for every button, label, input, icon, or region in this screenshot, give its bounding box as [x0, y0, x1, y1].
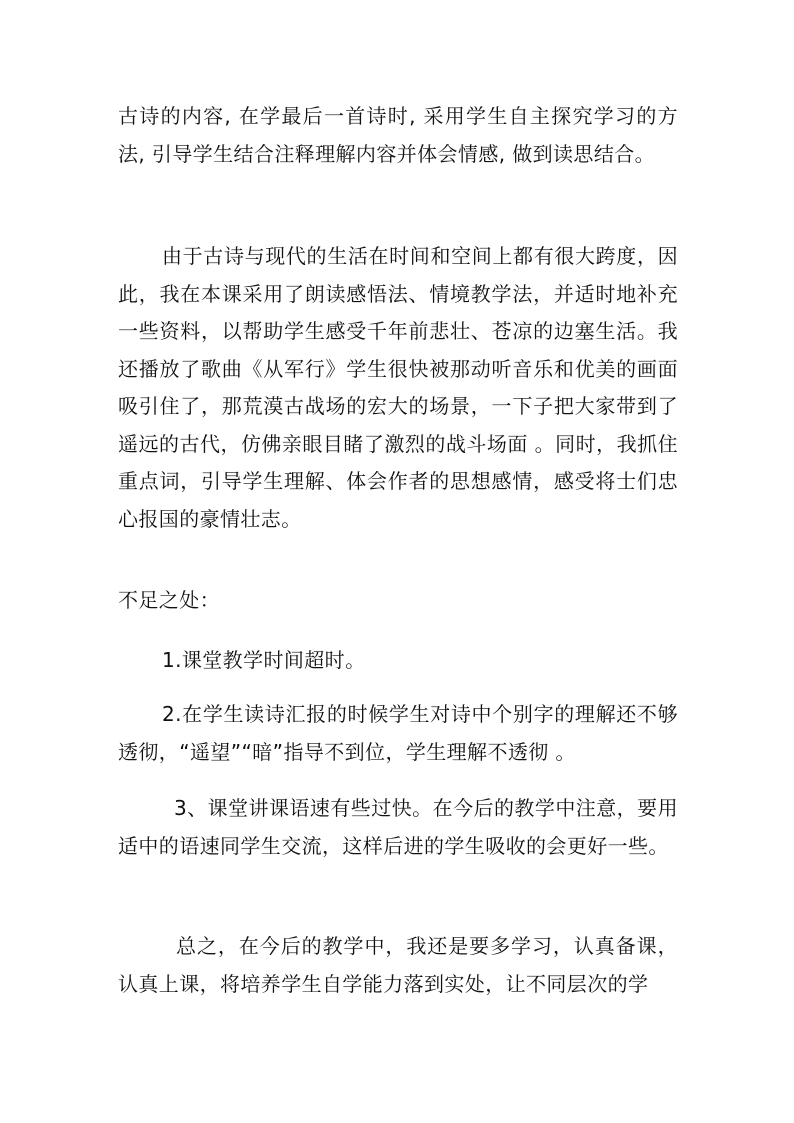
list-item-3: 3、课堂讲课语速有些过快。在今后的教学中注意，要用适中的语速同学生交流，这样后进的学生吸收的会更好一些。: [118, 796, 678, 858]
list-item-2: 2.在学生读诗汇报的时候学生对诗中个别字的理解还不够透彻，“遥望”“暗”指导不到位，学生理解不透彻 。: [118, 702, 678, 764]
list-item-1: 1.课堂教学时间超时。: [162, 648, 366, 672]
paragraph-summary: 总之，在今后的教学中，我还是要多学习，认真备课，认真上课，将培养学生自学能力落到实处，让不同层次的学: [118, 934, 678, 996]
paragraph-shortcomings-heading: 不足之处：: [118, 588, 220, 612]
paragraph-teaching-approach: 由于古诗与现代的生活在时间和空间上都有很大跨度，因此，我在本课采用了朗读感悟法、情境教学法，并适时地补充一些资料，以帮助学生感受千年前悲壮、苍凉的边塞生活。我还播放了歌曲《从军行》学生很快被那动听音乐和优美的画面吸引住了，那荒漠古战场的宏大的场景，一下子把大家带到了遥远的古代，仿佛亲眼目睹了激烈的战斗场面 。同时，我抓住重点词，引导学生理解、体会作者的思想感情，感受将士们忠心报国的豪情壮志。: [118, 244, 678, 531]
paragraph-method: 古诗的内容, 在学最后一首诗时, 采用学生自主探究学习的方法, 引导学生结合注释理解内容并体会情感, 做到读思结合。: [118, 104, 678, 166]
